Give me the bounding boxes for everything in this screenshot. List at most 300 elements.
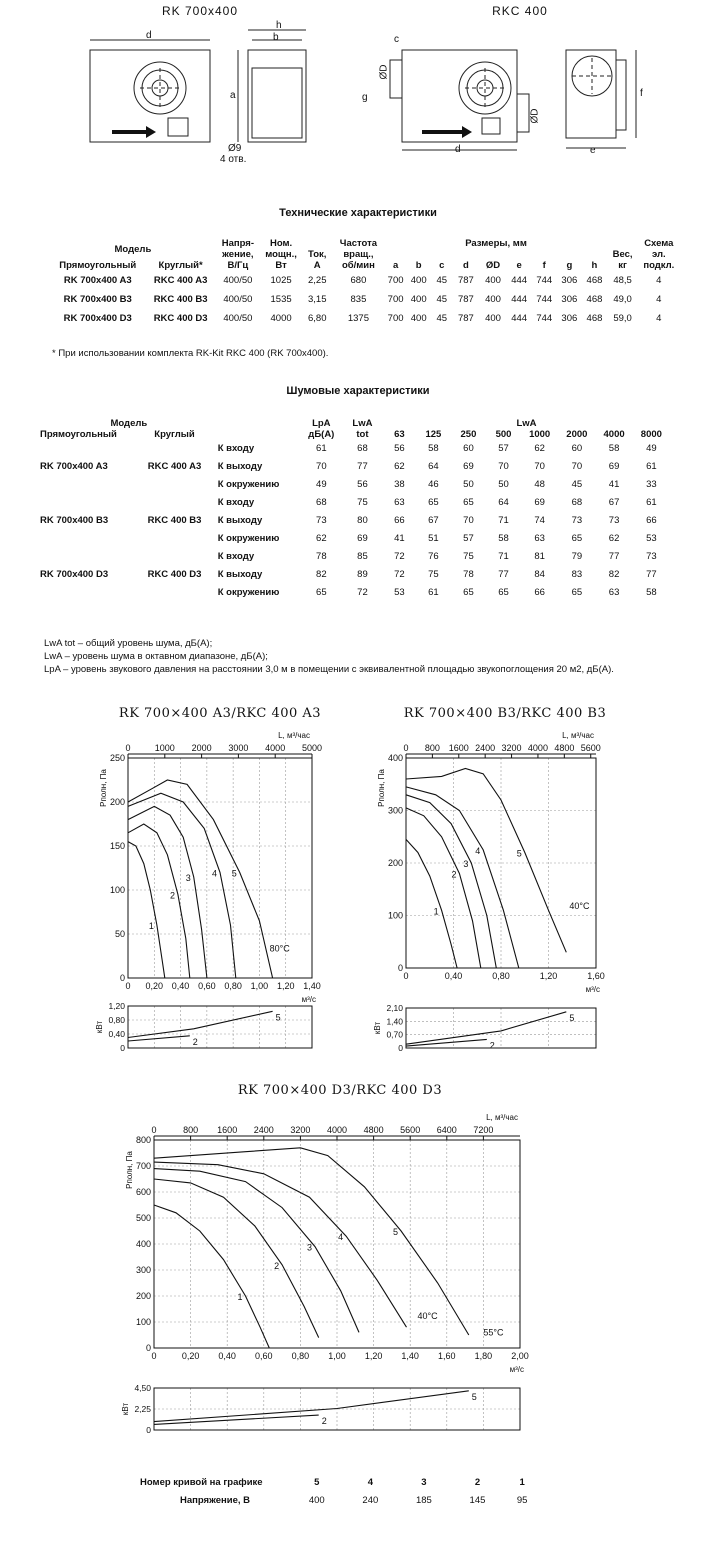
x-axis-label: м³/с [509,1365,524,1374]
tech-header-dim-c: c [439,260,445,271]
noise-cell: 41 [394,533,405,544]
power-series-label: 5 [275,1012,281,1023]
noise-cell: 62 [316,533,327,544]
curve-number-row [140,1474,540,1492]
temperature-annotation: 40°C [417,1310,438,1321]
noise-cell: 72 [357,587,368,598]
series-label: 3 [463,859,469,869]
noise-empty-cell [131,440,217,458]
power-y-tick-label: 0 [120,1043,125,1053]
noise-header-lwa-tot-2: tot [356,429,369,440]
noise-cell: 63 [394,497,405,508]
power-y-tick-label: 0,40 [108,1029,125,1039]
tech-cell: RKC 400 B3 [153,294,208,305]
noise-direction: К входу [217,551,255,562]
noise-cell: 79 [571,551,583,562]
tech-cell: 1535 [270,294,292,305]
noise-cell: 82 [316,569,327,580]
y-axis-label: Рполн, Па [377,769,386,807]
x-tick-label: 0,20 [145,981,164,991]
rkc-drawing-title: RKC 400 [492,4,548,18]
x-tick-label: 0 [151,1351,157,1361]
noise-cell: 41 [608,479,620,490]
holes-count-label: 4 отв. [220,154,247,165]
noise-header-lwa: LwA [516,418,537,429]
series-label: 2 [169,890,175,901]
x-tick-label: 1,00 [328,1351,346,1361]
x2-tick-label: 1600 [448,743,469,753]
y-tick-label: 700 [135,1161,151,1171]
tech-cell: 787 [457,275,474,286]
noise-cell: 50 [463,479,474,490]
noise-row [40,566,670,584]
x2-axis-label: L, м³/час [278,731,310,740]
noise-cell: 78 [463,569,474,580]
tech-header-rect: Прямоугольный [59,260,137,271]
noise-row [40,530,670,548]
tech-header-dim-h: h [591,260,598,271]
noise-cell: 51 [428,533,439,544]
y-tick-label: 50 [114,929,125,939]
x-tick-label: 0,20 [181,1351,200,1361]
tech-cell: 444 [511,275,528,286]
x-axis-label: м³/с [301,995,316,1004]
noise-cell: 82 [608,569,620,580]
noise-cell: 74 [534,515,545,526]
x-tick-label: 1,60 [438,1351,456,1361]
noise-direction: К входу [217,443,255,454]
x2-tick-label: 2000 [191,743,212,753]
curve-voltage: 400 [308,1495,325,1506]
noise-cell: 64 [498,497,509,508]
noise-cell: 49 [646,443,657,454]
tech-cell: 444 [511,294,528,305]
noise-cell: 56 [394,443,405,454]
noise-empty-cell [131,530,217,548]
tech-cell: 59,0 [613,313,632,324]
noise-cell: 63 [534,533,545,544]
noise-cell: 67 [428,515,439,526]
noise-cell: 65 [463,497,474,508]
noise-direction: К выходу [217,569,263,580]
curve-number: 3 [421,1477,427,1488]
noise-empty-cell [131,548,217,566]
noise-cell: 70 [463,515,474,526]
y-tick-label: 800 [135,1135,151,1145]
tech-cell: 2,25 [307,275,327,286]
noise-cell: 80 [357,515,368,526]
noise-cell: 78 [316,551,327,562]
noise-cell: 45 [571,479,583,490]
tech-cell: 400 [410,275,427,286]
tech-header-dim-f: f [542,260,546,271]
noise-cell: 65 [571,587,583,598]
power-series-label: 2 [192,1036,198,1047]
tech-header-scheme-2: эл. [651,249,666,260]
tech-header-round: Круглый* [158,260,203,271]
series-line [154,1148,469,1335]
tech-cell: RK 700x400 D3 [63,313,132,324]
x2-tick-label: 800 [424,743,440,753]
noise-cell: 73 [316,515,327,526]
noise-header-f63: 63 [394,429,405,440]
noise-direction: К входу [217,497,255,508]
noise-empty-cell [40,476,131,494]
tech-cell: 680 [350,275,367,286]
x-tick-label: 1,00 [250,981,269,991]
y-tick-label: 0 [145,1343,151,1353]
noise-cell: 65 [463,587,474,598]
noise-cell: 56 [357,479,368,490]
noise-cell: 70 [316,461,327,472]
tech-footnote: * При использовании комплекта RK-Kit RKC 400 (RK 700x400). [52,348,329,359]
tech-header-model: Модель [114,243,152,255]
power-y-label: кВт [373,1021,382,1035]
noise-cell: 65 [498,587,509,598]
x-tick-label: 0 [403,971,409,981]
noise-cell: 61 [428,587,439,598]
noise-model-rect: RK 700x400 A3 [40,461,108,472]
x-tick-label: 0,80 [224,981,242,991]
noise-cell: 38 [394,479,405,490]
noise-cell: 70 [534,461,545,472]
y-tick-label: 0 [397,963,403,973]
noise-cell: 70 [498,461,509,472]
noise-model-rect: RK 700x400 D3 [40,569,109,580]
tech-cell: RKC 400 A3 [153,275,208,286]
power-series-label: 5 [569,1012,575,1023]
x2-tick-label: 0 [125,743,131,753]
tech-header-voltage-3: В/Гц [227,260,249,271]
noise-cell: 77 [646,569,657,580]
tech-cell: 306 [561,313,578,324]
x2-tick-label: 1600 [217,1125,238,1135]
x2-tick-label: 2400 [253,1125,274,1135]
series-label: 3 [185,872,191,883]
curve-number-label: Номер кривой на графике [140,1477,263,1488]
x2-tick-label: 3200 [501,743,522,753]
power-y-tick-label: 1,40 [386,1016,403,1027]
series-line [154,1162,407,1327]
noise-cell: 75 [428,569,439,580]
noise-cell: 66 [646,515,657,526]
hole-diameter-label: Ø9 [228,143,242,154]
chart-d3 [110,1100,550,1440]
x2-axis-label: L, м³/час [562,731,594,740]
power-y-label: кВт [95,1020,104,1034]
tech-header-dim-g: g [566,260,573,271]
power-y-tick-label: 0 [146,1425,151,1435]
noise-notes [44,637,614,676]
series-line [128,793,236,978]
noise-cell: 69 [463,461,474,472]
tech-cell: 700 [387,294,404,305]
dim-label-D-right: ØD [529,108,541,124]
tech-table-body [50,271,680,328]
power-series-label: 2 [489,1040,495,1051]
tech-header-scheme-3: подкл. [643,260,675,271]
series-label: 2 [274,1260,280,1271]
noise-cell: 72 [394,569,405,580]
chart-a3 [88,722,338,1057]
series-line [406,808,481,968]
tech-cell: 45 [436,294,448,305]
tech-cell: 400 [410,313,427,324]
dim-label-c: c [394,34,399,45]
curve-voltage: 240 [362,1495,379,1506]
temperature-annotation: 80°C [269,943,290,954]
tech-table [50,238,680,328]
tech-cell: 787 [457,294,474,305]
noise-header-f8000: 8000 [640,429,662,440]
y-tick-label: 400 [135,1239,151,1249]
tech-header-power-3: Вт [275,260,287,271]
tech-cell: 1375 [347,313,369,324]
dim-label-d-rkc: d [455,144,461,155]
noise-cell: 77 [608,551,620,562]
y-axis-label: Рполн, Па [125,1151,134,1189]
tech-header-current-2: А [313,260,321,271]
tech-header-scheme-1: Схема [644,238,674,249]
noise-cell: 66 [534,587,545,598]
tech-header-voltage-2: жение, [222,249,254,260]
tech-cell: 744 [536,275,553,286]
series-label: 5 [516,848,522,859]
tech-row [50,290,680,309]
tech-cell: 4 [656,294,662,305]
tech-cell: 468 [586,313,603,324]
noise-cell: 58 [498,533,509,544]
noise-cell: 69 [534,497,545,508]
noise-cell: 53 [394,587,405,598]
noise-cell: 61 [316,443,327,454]
tech-header-dim-b: b [415,260,422,271]
noise-cell: 69 [608,461,620,472]
tech-header-power-1: Ном. [269,238,293,249]
dimension-drawings [0,18,716,168]
y-tick-label: 200 [109,797,125,807]
noise-cell: 72 [394,551,405,562]
tech-cell: 4 [656,313,662,324]
noise-empty-cell [40,584,131,602]
series-label: 2 [451,869,457,880]
noise-cell: 73 [608,515,620,526]
x2-tick-label: 3000 [228,743,249,753]
noise-cell: 60 [463,443,474,454]
tech-cell: RK 700x400 A3 [63,275,132,286]
curve-number: 5 [314,1477,320,1488]
noise-header-f2000: 2000 [566,429,588,440]
tech-header-current-1: Ток, [308,249,327,260]
noise-cell: 77 [498,569,509,580]
noise-cell: 84 [534,569,545,580]
noise-cell: 48 [534,479,545,490]
x2-tick-label: 4000 [326,1125,348,1135]
tech-cell: 48,5 [613,275,632,286]
noise-cell: 75 [463,551,474,562]
noise-cell: 73 [571,515,583,526]
noise-cell: 65 [571,533,583,544]
tech-cell: RKC 400 D3 [153,313,208,324]
series-line [154,1205,269,1348]
tech-row [50,271,680,290]
noise-table [40,418,670,602]
tech-cell: 45 [436,313,448,324]
x2-tick-label: 5600 [580,743,601,753]
noise-cell: 76 [428,551,439,562]
x-tick-label: 1,80 [474,1351,493,1361]
series-line [406,787,519,968]
x2-tick-label: 0 [151,1125,157,1135]
tech-header-freq-3: об/мин [341,260,375,271]
noise-cell: 71 [498,515,509,526]
noise-empty-cell [131,476,217,494]
tech-title: Технические характеристики [279,207,437,219]
noise-cell: 81 [534,551,545,562]
noise-empty-cell [40,440,131,458]
dim-label-b: b [273,32,279,43]
tech-cell: 700 [387,313,404,324]
noise-cell: 89 [357,569,368,580]
x2-tick-label: 5600 [400,1125,421,1135]
noise-cell: 46 [428,479,439,490]
x2-axis-label: L, м³/час [486,1113,518,1122]
noise-direction: К окружению [217,533,280,544]
x2-tick-label: 7200 [473,1125,494,1135]
tech-cell: 3,15 [307,294,327,305]
power-series-label: 5 [471,1391,477,1402]
tech-cell: 444 [511,313,528,324]
x-tick-label: 1,20 [539,971,558,981]
curve-number: 4 [367,1477,373,1488]
tech-cell: 700 [387,275,404,286]
x2-tick-label: 4000 [265,743,286,753]
tech-cell: 400 [410,294,427,305]
x2-tick-label: 2400 [475,743,496,753]
power-y-tick-label: 0 [398,1043,403,1053]
y-tick-label: 500 [135,1213,151,1223]
power-series-label: 2 [321,1416,327,1427]
x-tick-label: 0 [125,981,131,991]
noise-cell: 75 [357,497,368,508]
noise-cell: 50 [498,479,509,490]
noise-cell: 65 [316,587,327,598]
x2-tick-label: 800 [183,1125,199,1135]
power-y-tick-label: 0,80 [108,1015,125,1025]
x-tick-label: 0,80 [291,1351,310,1361]
noise-model-round: RKC 400 A3 [147,461,202,472]
power-y-tick-label: 1,20 [108,1001,125,1011]
tech-header-voltage-1: Напря- [221,238,255,249]
curve-voltage: 145 [469,1495,486,1506]
noise-cell: 63 [608,587,620,598]
x-tick-label: 0,40 [218,1351,236,1361]
series-label: 5 [393,1227,399,1237]
tech-cell: 787 [457,313,474,324]
x-tick-label: 1,20 [276,981,295,991]
x-tick-label: 2,00 [511,1351,529,1361]
tech-cell: 400 [485,275,501,286]
tech-header-dim-e: e [516,260,522,271]
noise-direction: К выходу [217,515,263,526]
dim-label-h: h [276,20,282,31]
y-tick-label: 200 [135,1291,151,1301]
curve-voltage: 185 [415,1495,432,1506]
x2-tick-label: 0 [403,743,409,753]
y-tick-label: 250 [109,753,125,763]
noise-cell: 58 [428,443,439,454]
noise-direction: К окружению [217,587,280,598]
tech-cell: 400/50 [223,313,253,324]
noise-header-lpa-1: LpA [312,418,331,429]
y-axis-label: Рполн, Па [99,769,108,807]
noise-cell: 58 [646,587,657,598]
x-tick-label: 1,40 [401,1351,419,1361]
dim-label-e: e [590,145,596,156]
power-y-tick-label: 4,50 [134,1383,151,1393]
x-tick-label: 0,60 [198,981,216,991]
power-frame [128,1006,312,1048]
noise-header-f4000: 4000 [603,429,625,440]
series-label: 4 [212,868,218,879]
noise-row [40,548,670,566]
noise-header-lwa-tot-1: LwA [352,418,373,429]
tech-header-dim-a: a [392,260,399,271]
noise-row [40,458,670,476]
noise-header-f125: 125 [425,429,442,440]
noise-cell: 61 [646,461,657,472]
temperature-annotation: 40°C [569,901,590,912]
chart-b3 [362,722,627,1057]
chart-a3-title: RK 700×400 A3/RKC 400 A3 [118,706,322,721]
noise-cell: 57 [498,443,509,454]
tech-header-power-2: мощн., [265,249,297,260]
series-line [154,1179,319,1338]
noise-cell: 61 [646,497,657,508]
noise-direction: К выходу [217,461,263,472]
chart-d3-title: RK 700×400 D3/RKC 400 D3 [237,1083,443,1098]
noise-header-rect: Прямоугольный [40,429,117,440]
noise-cell: 71 [498,551,509,562]
power-y-label: кВт [121,1402,130,1416]
series-line [406,839,457,968]
power-y-tick-label: 0,70 [386,1029,403,1040]
noise-cell: 65 [428,497,439,508]
x-tick-label: 0,40 [444,971,463,981]
tech-header-freq-1: Частота [339,238,378,249]
tech-cell: 1025 [270,275,292,286]
x2-tick-label: 5000 [301,743,323,753]
y-tick-label: 600 [135,1187,151,1197]
tech-cell: 744 [536,313,553,324]
noise-cell: 83 [571,569,583,580]
curve-voltage-label: Напряжение, В [180,1495,250,1506]
tech-cell: 45 [436,275,448,286]
noise-cell: 66 [394,515,405,526]
noise-cell: 62 [608,533,620,544]
tech-header-dim-D: ØD [485,260,501,271]
noise-header-model: Модель [110,418,148,429]
series-line [406,795,496,968]
noise-cell: 58 [608,443,620,454]
y-tick-label: 100 [109,885,125,895]
noise-cell: 57 [463,533,474,544]
noise-header-f1000: 1000 [529,429,551,440]
noise-header-f500: 500 [495,429,512,440]
series-label: 1 [433,906,439,917]
series-label: 1 [237,1292,243,1302]
curve-voltage-row [140,1492,540,1510]
